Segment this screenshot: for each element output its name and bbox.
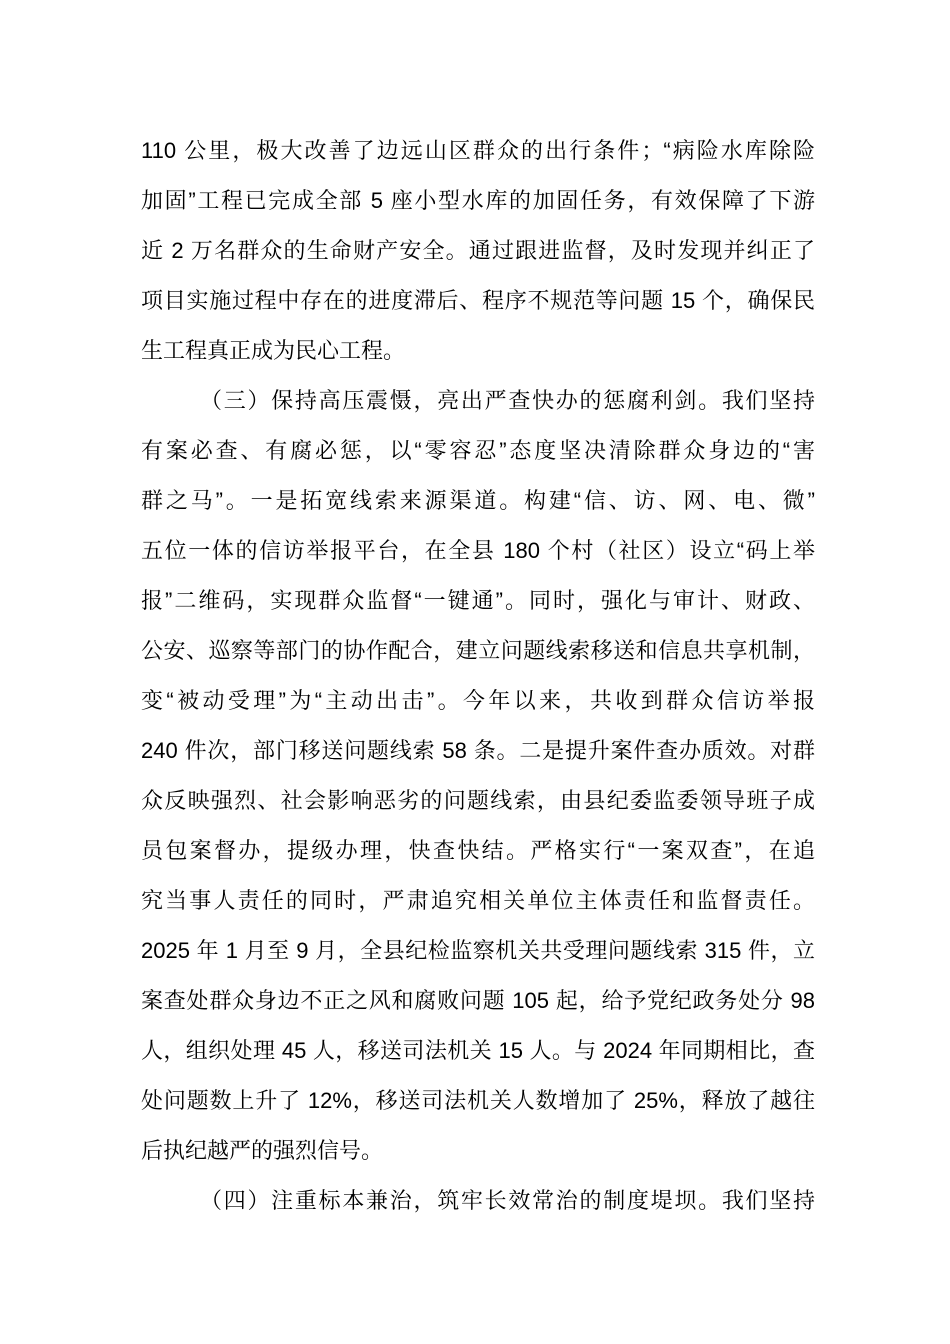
text-line: 后执纪越严的强烈信号。: [141, 1138, 384, 1163]
text-line: 报”二维码，实现群众监督“一键通”。同时，强化与审计、财政、: [141, 588, 815, 613]
text-line: 加固”工程已完成全部 5 座小型水库的加固任务，有效保障了下游: [141, 188, 815, 213]
text-line: 变“被动受理”为“主动出击”。今年以来，共收到群众信访举报: [141, 688, 815, 713]
text-line: （三）保持高压震慑，亮出严查快办的惩腐利剑。我们坚持: [200, 388, 815, 413]
text-line: 生工程真正成为民心工程。: [141, 338, 406, 363]
text-line: 2025 年 1 月至 9 月，全县纪检监察机关共受理问题线索 315 件，立: [141, 938, 815, 963]
text-line: 公安、巡察等部门的协作配合，建立问题线索移送和信息共享机制，: [141, 638, 815, 663]
document-body: [141, 126, 815, 1226]
text-line: 处问题数上升了 12%，移送司法机关人数增加了 25%，释放了越往: [141, 1088, 815, 1113]
text-line: 五位一体的信访举报平台，在全县 180 个村（社区）设立“码上举: [141, 538, 815, 563]
text-line: 近 2 万名群众的生命财产安全。通过跟进监督，及时发现并纠正了: [141, 238, 815, 263]
paragraph-section-four-institutional: [141, 1176, 815, 1226]
text-line: 员包案督办，提级办理，快查快结。严格实行“一案双查”，在追: [141, 838, 815, 863]
text-line: 110 公里，极大改善了边远山区群众的出行条件；“病险水库除险: [141, 138, 815, 163]
paragraph-section-three-anti-corruption: [141, 376, 815, 1176]
text-line: 人，组织处理 45 人，移送司法机关 15 人。与 2024 年同期相比，查: [141, 1038, 815, 1063]
text-line: 群之马”。一是拓宽线索来源渠道。构建“信、访、网、电、微”: [141, 488, 815, 513]
text-line: 案查处群众身边不正之风和腐败问题 105 起，给予党纪政务处分 98: [141, 988, 815, 1013]
text-line: 有案必查、有腐必惩，以“零容忍”态度坚决清除群众身边的“害: [141, 438, 815, 463]
text-line: 240 件次，部门移送问题线索 58 条。二是提升案件查办质效。对群: [141, 738, 815, 763]
text-line: 众反映强烈、社会影响恶劣的问题线索，由县纪委监委领导班子成: [141, 788, 815, 813]
text-line: 究当事人责任的同时，严肃追究相关单位主体责任和监督责任。: [141, 888, 815, 913]
paragraph-livelihood-projects-continuation: [141, 126, 815, 376]
text-line: 项目实施过程中存在的进度滞后、程序不规范等问题 15 个，确保民: [141, 288, 815, 313]
text-line: （四）注重标本兼治，筑牢长效常治的制度堤坝。我们坚持: [200, 1188, 815, 1213]
